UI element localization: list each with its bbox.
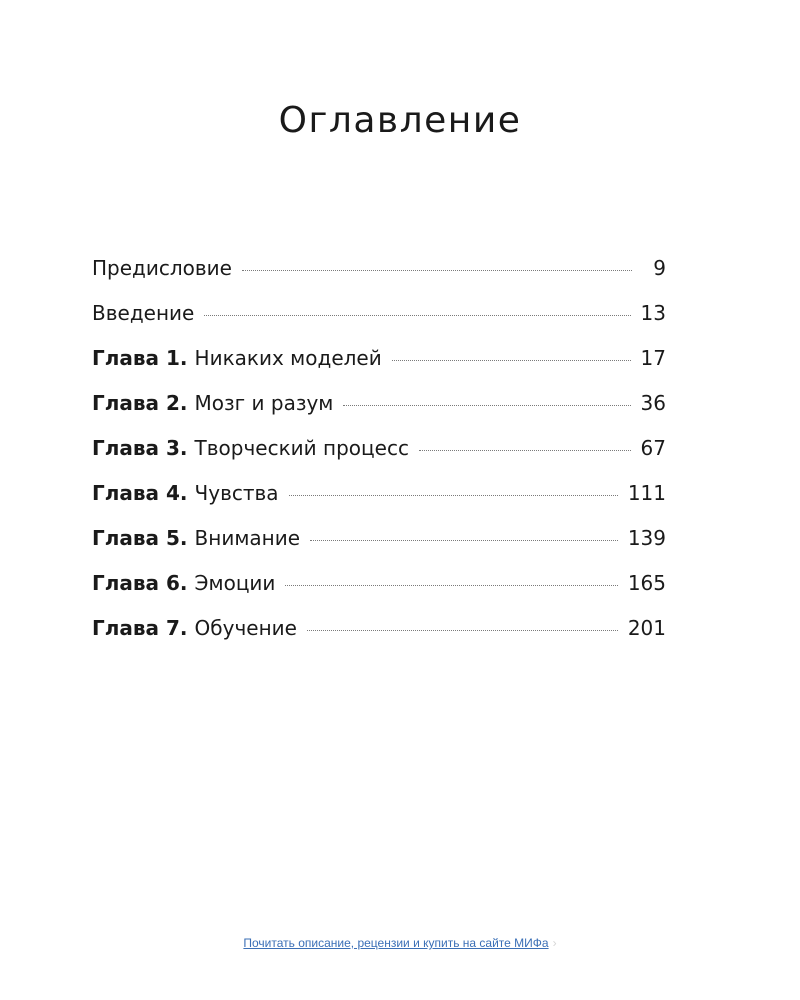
table-of-contents [92, 256, 666, 661]
toc-leader-dots [242, 270, 632, 271]
toc-entry-title: Внимание [194, 526, 301, 550]
toc-entry[interactable] [92, 526, 666, 571]
toc-entry-title: Никаких моделей [194, 346, 382, 370]
toc-entry[interactable] [92, 391, 666, 436]
toc-entry-title: Обучение [194, 616, 297, 640]
page-title: Оглавление [278, 100, 522, 141]
toc-entry-page: 13 [640, 301, 666, 325]
buy-on-mif-link[interactable] [0, 936, 800, 950]
toc-entry[interactable] [92, 481, 666, 526]
toc-entry-prefix: Глава 6. [92, 571, 188, 595]
chevron-right-icon: › [552, 936, 557, 950]
toc-entry-page: 165 [627, 571, 666, 595]
toc-entry-page: 17 [640, 346, 666, 370]
toc-entry-title: Предисловие [92, 256, 232, 280]
toc-leader-dots [289, 495, 618, 496]
toc-entry-prefix: Глава 7. [92, 616, 188, 640]
toc-leader-dots [307, 630, 618, 631]
toc-entry-title: Введение [92, 301, 195, 325]
toc-leader-dots [343, 405, 630, 406]
toc-entry[interactable] [92, 436, 666, 481]
toc-entry[interactable] [92, 346, 666, 391]
toc-entry-prefix: Глава 1. [92, 346, 188, 370]
toc-leader-dots [310, 540, 618, 541]
toc-entry-prefix: Глава 3. [92, 436, 188, 460]
toc-entry-prefix: Глава 4. [92, 481, 188, 505]
toc-leader-dots [419, 450, 631, 451]
toc-entry-prefix: Глава 5. [92, 526, 188, 550]
toc-entry-page: 67 [640, 436, 666, 460]
toc-entry[interactable] [92, 301, 666, 346]
toc-entry-title: Эмоции [194, 571, 276, 595]
toc-entry-page: 9 [653, 256, 666, 280]
buy-on-mif-link-label: Почитать описание, рецензии и купить на сайте МИФа [243, 936, 549, 950]
toc-entry-page: 139 [627, 526, 666, 550]
toc-entry-title: Чувства [194, 481, 279, 505]
toc-entry-title: Мозг и разум [194, 391, 334, 415]
toc-entry[interactable] [92, 571, 666, 616]
toc-leader-dots [392, 360, 631, 361]
toc-leader-dots [204, 315, 630, 316]
toc-entry-prefix: Глава 2. [92, 391, 188, 415]
toc-entry-page: 201 [627, 616, 666, 640]
toc-entry[interactable] [92, 256, 666, 301]
toc-leader-dots [285, 585, 617, 586]
toc-entry-page: 36 [640, 391, 666, 415]
toc-entry[interactable] [92, 616, 666, 661]
toc-entry-title: Творческий процесс [194, 436, 409, 460]
toc-entry-page: 111 [627, 481, 666, 505]
